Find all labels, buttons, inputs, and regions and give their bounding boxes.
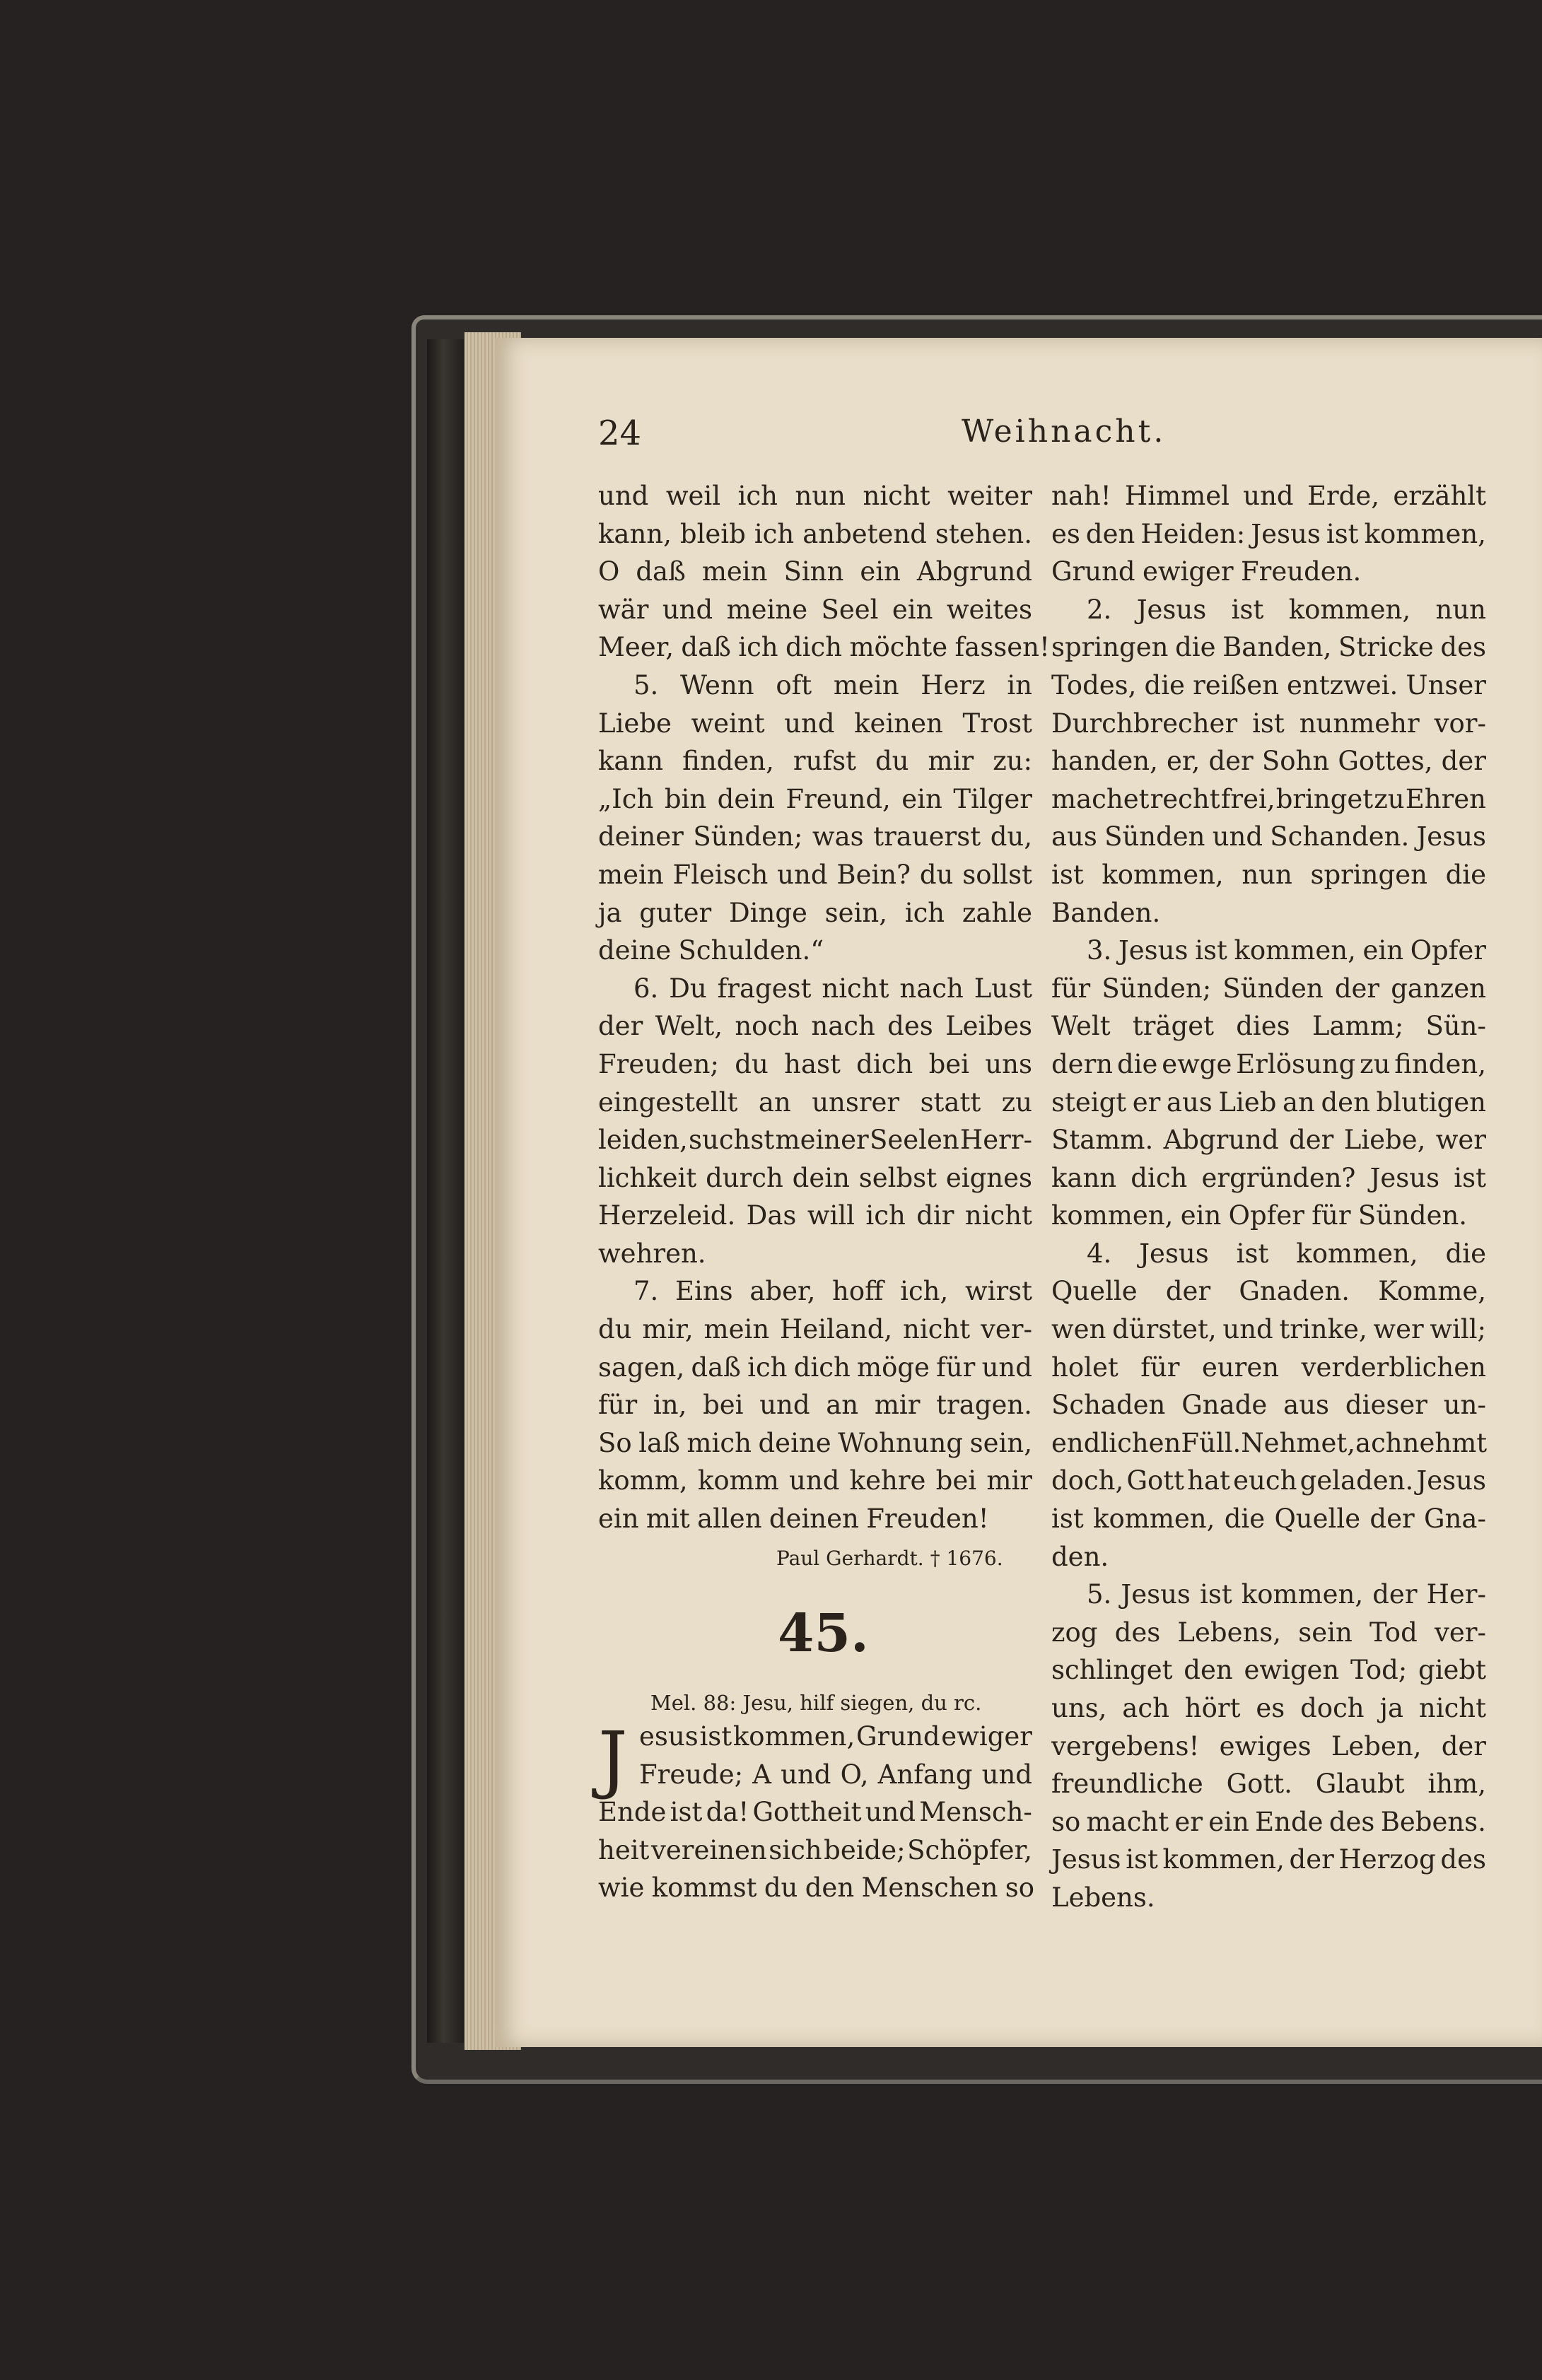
text-line: kann, bleib ich anbetend stehen. <box>598 518 1032 549</box>
text-line: Stamm. Abgrund der Liebe, wer <box>1051 1125 1486 1156</box>
text-line: für in, bei und an mir tragen. <box>598 1390 1032 1421</box>
text-line: Banden. <box>1051 897 1161 928</box>
text-line: 3. Jesus ist kommen, ein Opfer <box>1087 935 1486 966</box>
hymn-author: Paul Gerhardt. † 1676. <box>776 1547 1003 1570</box>
text-line: den. <box>1051 1541 1109 1572</box>
text-line: heit vereinen sich beide; Schöpfer, <box>598 1834 1032 1865</box>
text-line: wär und meine Seel ein weites <box>598 594 1032 625</box>
text-line: O daß mein Sinn ein Abgrund <box>598 556 1032 587</box>
text-line: und weil ich nun nicht weiter <box>598 481 1032 511</box>
text-line: 5. Wenn oft mein Herz in <box>633 669 1032 700</box>
text-line: du mir, mein Heiland, nicht ver- <box>598 1314 1032 1345</box>
text-line: kann dich ergründen? Jesus ist <box>1051 1162 1486 1193</box>
text-line: Herzeleid. Das will ich dir nicht <box>598 1200 1032 1231</box>
melody-reference: Mel. 88: Jesu, hilf siegen, du rc. <box>650 1691 982 1715</box>
text-line: eingestellt an unsrer statt zu <box>598 1086 1032 1118</box>
text-line: ja guter Dinge sein, ich zahle <box>598 897 1032 928</box>
text-line: Quelle der Gnaden. Komme, <box>1051 1276 1486 1307</box>
hymn-number: 45. <box>778 1603 869 1664</box>
text-line: Lebens. <box>1051 1882 1155 1913</box>
text-line: Freude; A und O, Anfang und <box>639 1759 1032 1790</box>
text-line: deiner Sünden; was trauerst du, <box>598 821 1032 852</box>
text-line: vergebens! ewiges Leben, der <box>1051 1730 1486 1761</box>
text-line: Schaden Gnade aus dieser un- <box>1051 1390 1486 1421</box>
text-line: deine Schulden.“ <box>598 935 824 966</box>
text-line: aus Sünden und Schanden. Jesus <box>1051 821 1486 852</box>
text-line: dern die ewge Erlösung zu finden, <box>1051 1048 1486 1079</box>
drop-cap: J <box>598 1716 628 1802</box>
text-line: Liebe weint und keinen Trost <box>598 708 1032 739</box>
hymn-opening <box>598 1718 1035 1907</box>
text-line: 5. Jesus ist kommen, der Her- <box>1087 1579 1486 1610</box>
text-line: Todes, die reißen entzwei. Unser <box>1051 669 1486 700</box>
text-line: es den Heiden: Jesus ist kommen, <box>1051 518 1486 549</box>
book-spine <box>427 339 464 2043</box>
text-line: esus ist kommen, Grund ewiger <box>639 1721 1032 1752</box>
text-line: so macht er ein Ende des Bebens. <box>1051 1806 1486 1837</box>
text-line: uns, ach hört es doch ja nicht <box>1051 1693 1486 1723</box>
text-line: Meer, daß ich dich möchte fassen! <box>598 632 1050 663</box>
text-line: So laß mich deine Wohnung sein, <box>598 1427 1032 1458</box>
left-column <box>598 477 1050 1538</box>
text-line: holet für euren verderblichen <box>1051 1352 1486 1383</box>
right-column <box>1051 477 1486 1917</box>
text-line: lichkeit durch dein selbst eignes <box>598 1162 1032 1193</box>
text-line: Welt träget dies Lamm; Sün- <box>1051 1011 1486 1042</box>
text-line: Jesus ist kommen, der Herzog des <box>1051 1844 1486 1875</box>
text-line: ein mit allen deinen Freuden! <box>598 1503 989 1535</box>
text-line: ist kommen, nun springen die <box>1051 859 1486 890</box>
text-line: springen die Banden, Stricke des <box>1051 632 1486 663</box>
text-line: 7. Eins aber, hoff ich, wirst <box>633 1276 1032 1307</box>
text-line: kommen, ein Opfer für Sünden. <box>1051 1200 1468 1231</box>
text-line: machet recht frei, bringet zu Ehren <box>1051 783 1486 814</box>
text-line: ist kommen, die Quelle der Gna- <box>1051 1503 1486 1535</box>
text-line: schlinget den ewigen Tod; giebt <box>1051 1655 1486 1686</box>
text-line: doch, Gott hat euch geladen. Jesus <box>1051 1465 1486 1496</box>
text-line: komm, komm und kehre bei mir <box>598 1465 1032 1496</box>
text-line: der Welt, noch nach des Leibes <box>598 1011 1032 1042</box>
text-line: 4. Jesus ist kommen, die <box>1087 1238 1486 1269</box>
text-line: wie kommst du den Menschen so <box>598 1872 1035 1904</box>
text-line: 2. Jesus ist kommen, nun <box>1087 594 1486 625</box>
text-line: mein Fleisch und Bein? du sollst <box>598 859 1032 890</box>
text-line: 6. Du fragest nicht nach Lust <box>633 973 1032 1004</box>
text-line: kann finden, rufst du mir zu: <box>598 746 1032 777</box>
text-line: freundliche Gott. Glaubt ihm, <box>1051 1769 1486 1800</box>
text-line: für Sünden; Sünden der ganzen <box>1051 973 1486 1004</box>
text-line: Freuden; du hast dich bei uns <box>598 1048 1032 1079</box>
text-line: Ende ist da! Gottheit und Mensch- <box>598 1797 1032 1828</box>
page-number: 24 <box>598 414 642 453</box>
text-line: wehren. <box>598 1238 706 1269</box>
text-line: zog des Lebens, sein Tod ver- <box>1051 1617 1486 1648</box>
text-line: „Ich bin dein Freund, ein Tilger <box>598 783 1032 814</box>
text-line: leiden, suchst meiner Seelen Herr- <box>598 1125 1032 1156</box>
text-line: handen, er, der Sohn Gottes, der <box>1051 746 1486 777</box>
text-line: nah! Himmel und Erde, erzählt <box>1051 481 1486 511</box>
text-line: endlichen Füll. Nehmet, ach nehmt <box>1051 1427 1488 1458</box>
text-line: sagen, daß ich dich möge für und <box>598 1352 1032 1383</box>
text-line: steigt er aus Lieb an den blutigen <box>1051 1086 1486 1118</box>
text-line: Grund ewiger Freuden. <box>1051 556 1362 587</box>
text-line: wen dürstet, und trinke, wer will; <box>1051 1314 1486 1345</box>
running-head: Weihnacht. <box>962 414 1167 450</box>
text-line: Durchbrecher ist nunmehr vor- <box>1051 708 1486 739</box>
